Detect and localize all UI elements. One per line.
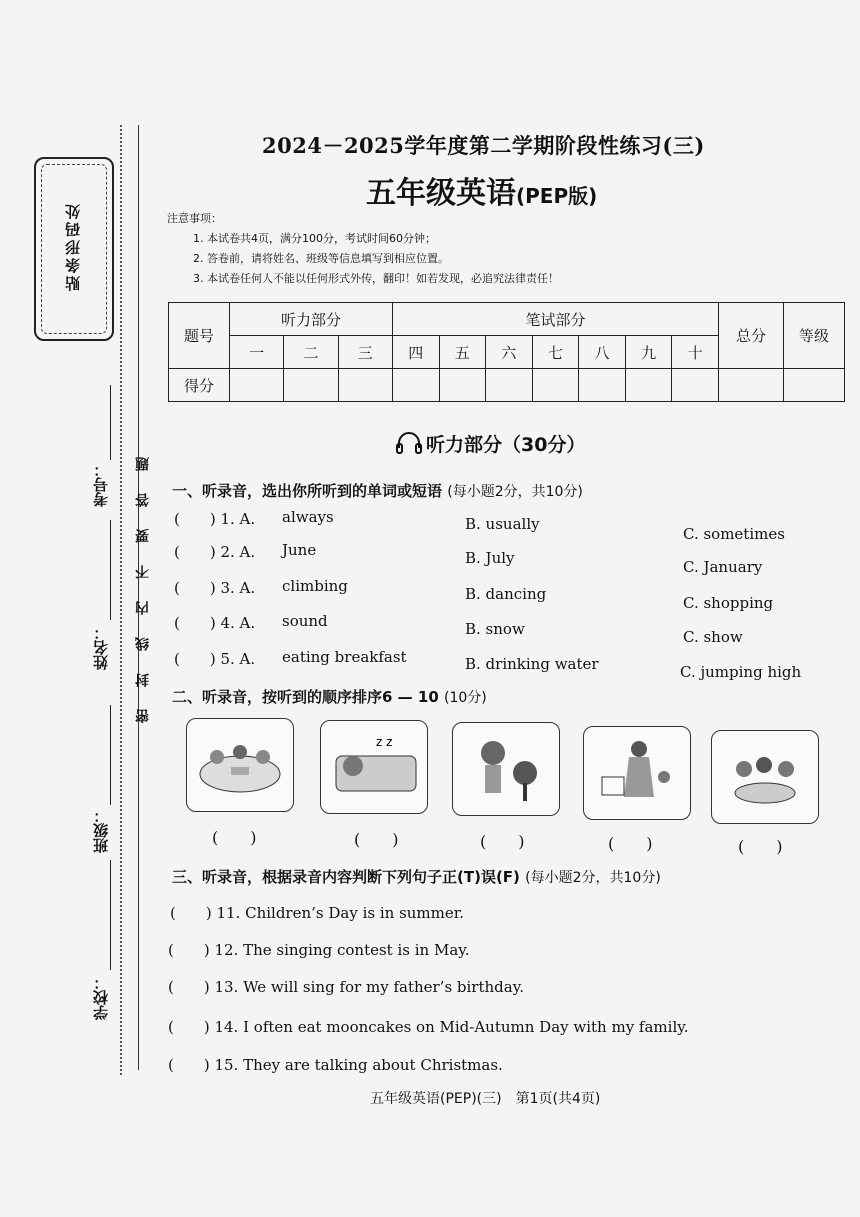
answer-blank-10[interactable]: ( ) bbox=[738, 837, 783, 856]
q15[interactable]: ( ) 15. They are talking about Christmas. bbox=[168, 1056, 503, 1074]
field-exam-number-line[interactable] bbox=[110, 385, 111, 460]
q3-number[interactable]: ( ) 3. A. bbox=[174, 579, 256, 597]
grade-header: 等级 bbox=[784, 303, 845, 369]
col-number: 六 bbox=[486, 336, 533, 369]
notice-block bbox=[167, 209, 559, 289]
listening-section-title: 听力部分（30分） bbox=[396, 430, 585, 457]
notice-heading: 注意事项： bbox=[167, 212, 222, 225]
answer-blank-7[interactable]: ( ) bbox=[354, 830, 399, 849]
q3-option-c: C. shopping bbox=[683, 594, 774, 612]
col-number: 八 bbox=[579, 336, 626, 369]
answer-blank-6[interactable]: ( ) bbox=[212, 828, 257, 847]
headphones-icon bbox=[396, 432, 422, 454]
score-cell[interactable] bbox=[672, 369, 719, 402]
picture-picnic bbox=[186, 718, 294, 812]
field-class-line[interactable] bbox=[110, 705, 111, 805]
q13[interactable]: ( ) 13. We will sing for my father’s birthday. bbox=[168, 978, 524, 996]
picture-shopping bbox=[583, 726, 691, 820]
total-score-cell[interactable] bbox=[719, 369, 784, 402]
col-number: 四 bbox=[392, 336, 439, 369]
q2-option-a: June bbox=[282, 541, 317, 559]
col-number: 十 bbox=[672, 336, 719, 369]
score-cell[interactable] bbox=[579, 369, 626, 402]
field-school-label: 学校： bbox=[92, 975, 110, 1020]
score-cell[interactable] bbox=[338, 369, 392, 402]
q5-number[interactable]: ( ) 5. A. bbox=[174, 650, 256, 668]
picture-sleeping bbox=[320, 720, 428, 814]
q5-option-b: B. drinking water bbox=[465, 655, 599, 673]
q11[interactable]: ( ) 11. Children’s Day is in summer. bbox=[170, 904, 465, 922]
exam-subtitle: 2024－2025学年度第二学期阶段性练习(三) bbox=[262, 133, 705, 158]
col-number: 三 bbox=[338, 336, 392, 369]
q4-option-c: C. show bbox=[683, 628, 743, 646]
field-name-label: 姓名： bbox=[92, 625, 110, 670]
listening-header: 听力部分 bbox=[230, 303, 393, 336]
q4-number[interactable]: ( ) 4. A. bbox=[174, 614, 256, 632]
q2-number[interactable]: ( ) 2. A. bbox=[174, 543, 256, 561]
binding-dotted-line bbox=[120, 125, 122, 1075]
q5-option-c: C. jumping high bbox=[680, 663, 802, 681]
total-header: 总分 bbox=[719, 303, 784, 369]
grade-cell[interactable] bbox=[784, 369, 845, 402]
page-footer: 五年级英语(PEP)(三) 第1页(共4页) bbox=[370, 1091, 601, 1107]
q1-option-a: always bbox=[282, 508, 334, 526]
score-cell[interactable] bbox=[625, 369, 672, 402]
col-number: 九 bbox=[625, 336, 672, 369]
notice-item: 3. 本试卷任何人不能以任何形式外传，翻印！如若发现，必追究法律责任！ bbox=[193, 272, 559, 285]
seal-notice: 密封线内不要答题 bbox=[135, 435, 151, 723]
field-school-line[interactable] bbox=[110, 860, 111, 970]
notice-item: 2. 答卷前，请将姓名、班级等信息填写到相应位置。 bbox=[193, 252, 449, 265]
col-number: 一 bbox=[230, 336, 284, 369]
written-header: 笔试部分 bbox=[392, 303, 718, 336]
q2-option-b: B. July bbox=[465, 549, 515, 567]
field-exam-number-label: 考号： bbox=[92, 462, 110, 507]
svg-text:z z: z z bbox=[376, 735, 393, 749]
score-cell[interactable] bbox=[392, 369, 439, 402]
field-name-line[interactable] bbox=[110, 520, 111, 620]
q1-number[interactable]: ( ) 1. A. bbox=[174, 510, 256, 528]
q5-option-a: eating breakfast bbox=[282, 648, 407, 666]
field-class-label: 班级： bbox=[92, 808, 110, 853]
picture-birthday-party bbox=[711, 730, 819, 824]
score-cell[interactable] bbox=[532, 369, 579, 402]
col-number: 二 bbox=[284, 336, 338, 369]
q4-option-a: sound bbox=[282, 612, 328, 630]
q14[interactable]: ( ) 14. I often eat mooncakes on Mid-Autumn Day with my family. bbox=[168, 1018, 689, 1036]
q3-option-b: B. dancing bbox=[465, 585, 547, 603]
col-number: 五 bbox=[439, 336, 486, 369]
score-cell[interactable] bbox=[230, 369, 284, 402]
q2-option-c: C. January bbox=[683, 558, 763, 576]
row-label-question: 题号 bbox=[169, 303, 230, 369]
answer-blank-9[interactable]: ( ) bbox=[608, 834, 653, 853]
row-label-score: 得分 bbox=[169, 369, 230, 402]
part1-heading: 一、听录音，选出你所听到的单词或短语 (每小题2分，共10分) bbox=[172, 482, 583, 500]
col-number: 七 bbox=[532, 336, 579, 369]
barcode-area bbox=[34, 157, 114, 341]
score-table bbox=[168, 302, 845, 402]
q4-option-b: B. snow bbox=[465, 620, 525, 638]
score-cell[interactable] bbox=[439, 369, 486, 402]
picture-planting-tree bbox=[452, 722, 560, 816]
q12[interactable]: ( ) 12. The singing contest is in May. bbox=[168, 941, 470, 959]
part3-heading: 三、听录音，根据录音内容判断下列句子正(T)误(F) (每小题2分，共10分) bbox=[172, 868, 661, 886]
q1-option-c: C. sometimes bbox=[683, 525, 785, 543]
score-cell[interactable] bbox=[486, 369, 533, 402]
q1-option-b: B. usually bbox=[465, 515, 540, 533]
notice-item: 1. 本试卷共4页，满分100分，考试时间60分钟； bbox=[193, 232, 436, 245]
part2-heading: 二、听录音，按听到的顺序排序6 — 10 (10分) bbox=[172, 688, 487, 706]
q3-option-a: climbing bbox=[282, 577, 348, 595]
exam-title: 五年级英语(PEP版) bbox=[366, 176, 598, 211]
answer-blank-8[interactable]: ( ) bbox=[480, 832, 525, 851]
barcode-label: 贴条形码处 bbox=[64, 201, 82, 291]
score-cell[interactable] bbox=[284, 369, 338, 402]
